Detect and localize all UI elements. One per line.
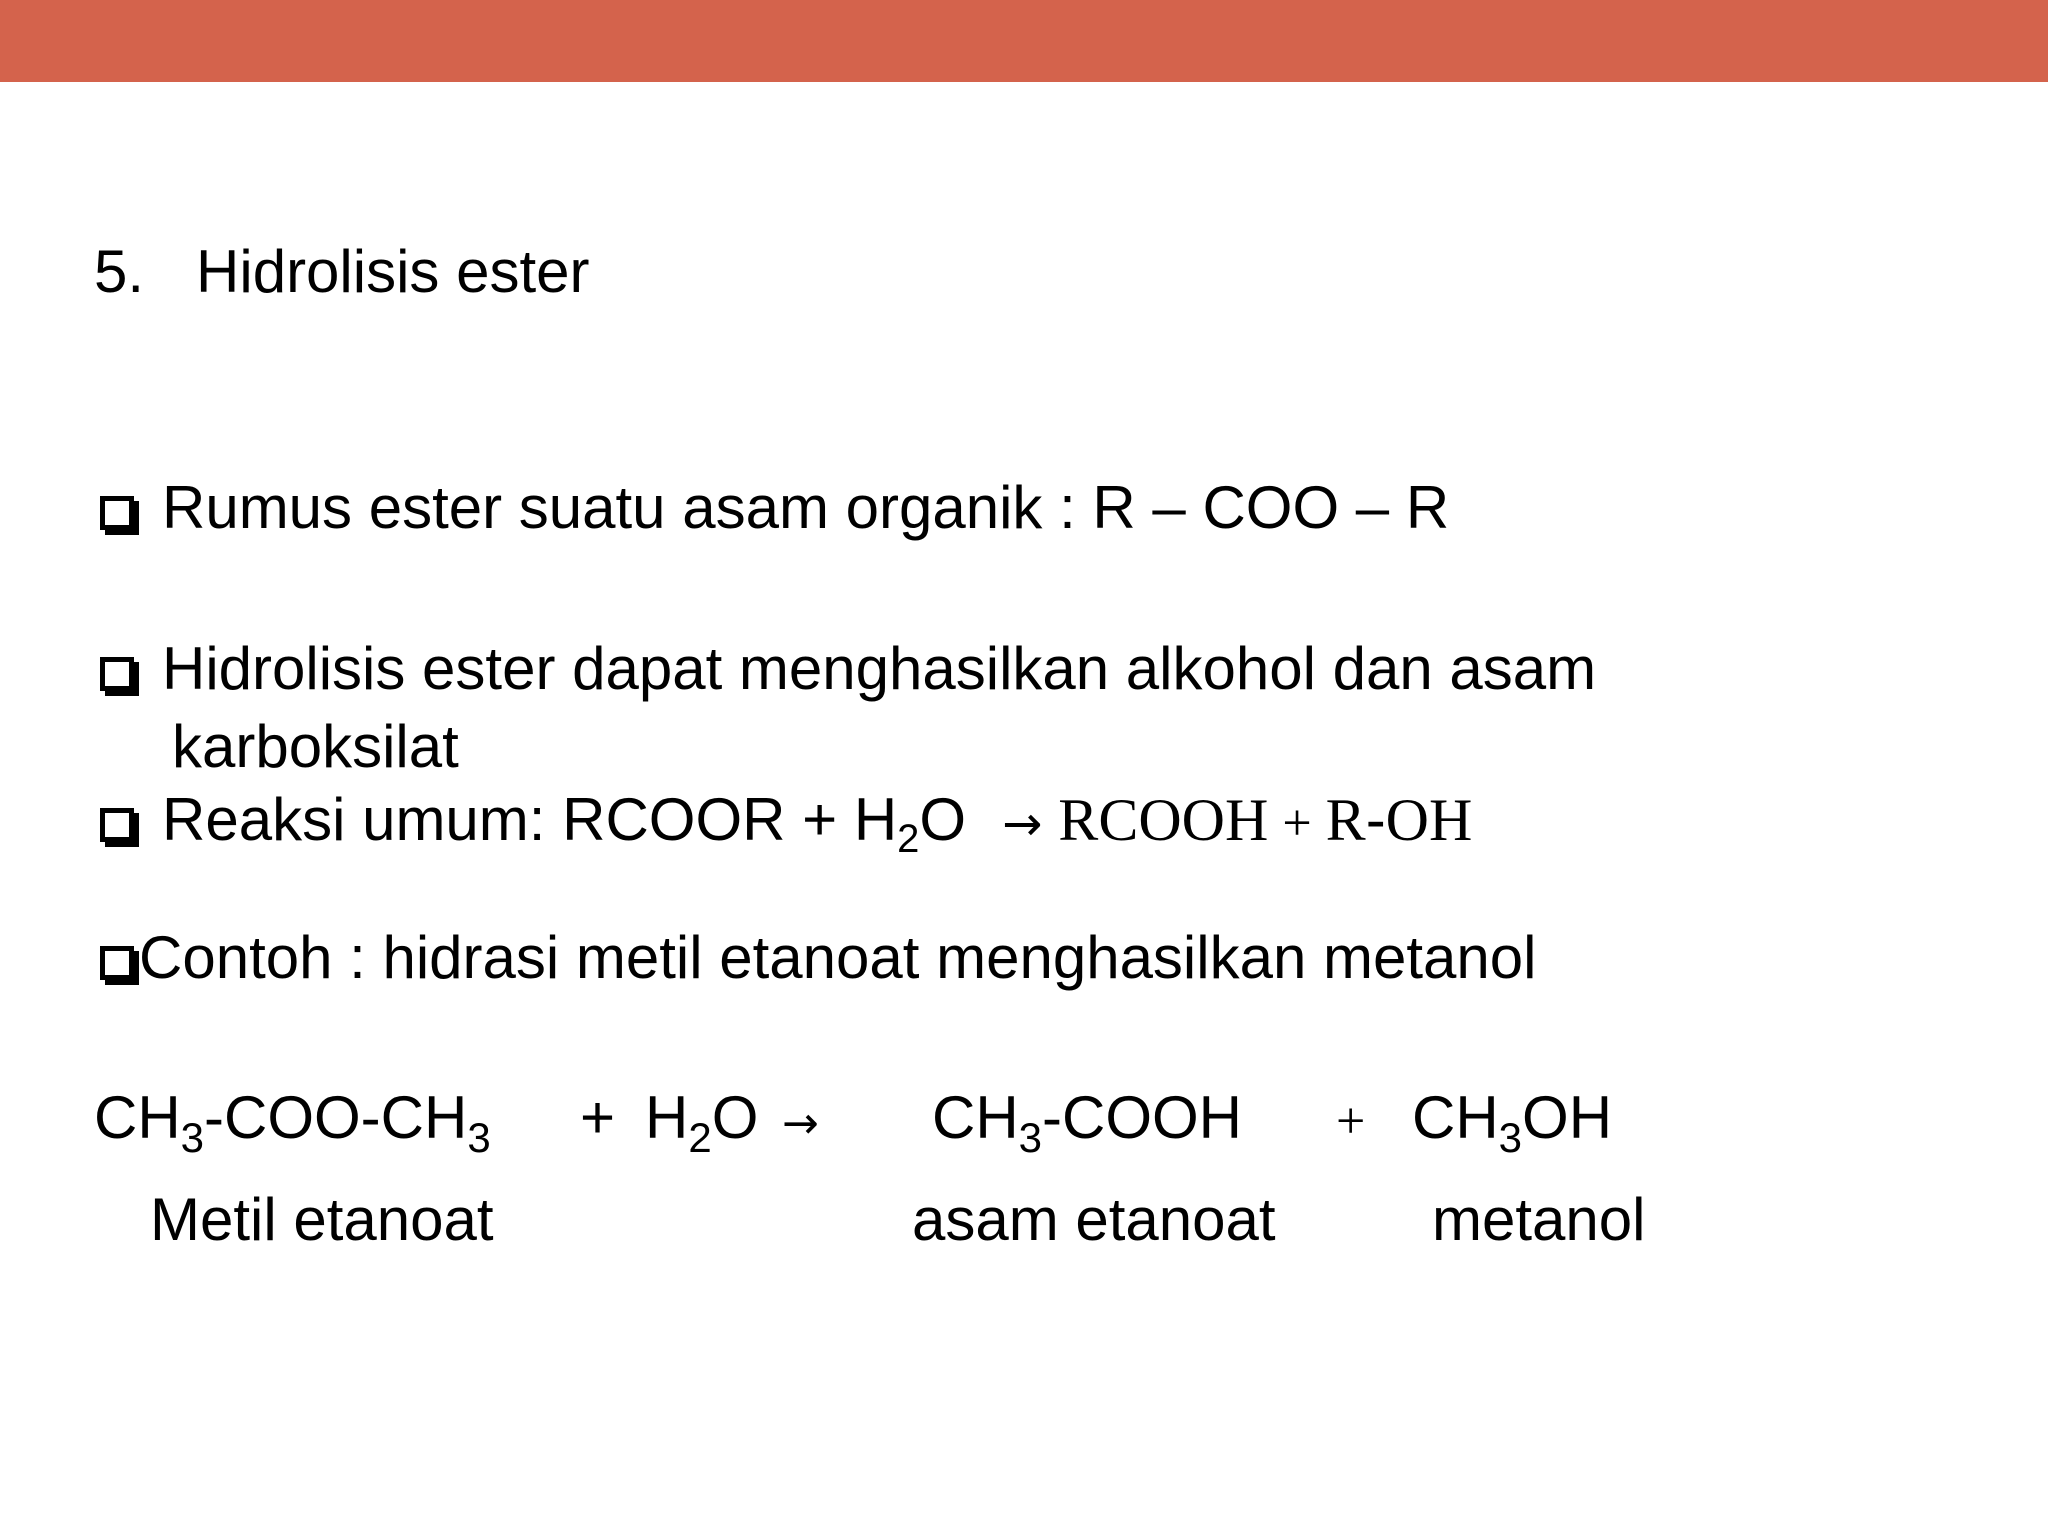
reaksi-after-sub: O [919,786,967,853]
label-alcohol-text: metanol [1432,1186,1646,1253]
water-part-a: H [645,1084,689,1151]
reaction-arrow-icon: → [782,1098,819,1149]
product1-part-b: -COOH [1042,1084,1243,1151]
equation-product2 [1412,1082,1613,1161]
reactant1-part-b: -COO-CH [204,1084,468,1151]
product2-part-a: CH [1412,1084,1499,1151]
bullet-contoh-text: Contoh : hidrasi metil etanoat menghasilkan metanol [139,924,1537,991]
heading-title: Hidrolisis ester [196,238,590,305]
water-subscript: 2 [688,1114,712,1161]
reactant1-part-a: CH [94,1084,181,1151]
heading-number: 5. [94,238,145,305]
label-reactant-text: Metil etanoat [150,1186,494,1253]
label-alcohol [1432,1184,1645,1256]
equation-product1 [932,1082,1243,1161]
bullet-hidrolisis-line1: Hidrolisis ester dapat menghasilkan alkohol dan asam [162,635,1597,702]
product2-part-b: OH [1522,1084,1613,1151]
reaksi-r: R [1325,787,1366,853]
square-bullet-icon [100,946,134,980]
bullet-reaksi [100,784,1472,860]
product2-subscript: 3 [1498,1114,1523,1161]
label-acid [912,1184,1276,1256]
bullet-hidrolisis [100,633,1596,705]
product1-part-a: CH [932,1084,1019,1151]
reaksi-plus: + [1282,795,1312,852]
bullet-hidrolisis-continuation [172,711,459,783]
square-bullet-icon [100,496,134,530]
slide-heading [94,236,589,308]
square-bullet-icon [100,808,134,842]
plus-sign: + [580,1084,616,1151]
reactant1-subscript-1: 3 [180,1114,205,1161]
reaksi-prefix: Reaksi umum: RCOOR + H [162,786,898,853]
reactant1-subscript-2: 3 [467,1114,491,1161]
top-accent-bar [0,0,2048,82]
equation-arrow [782,1082,819,1160]
plus-sign: + [1336,1093,1366,1150]
bullet-contoh [100,922,1536,994]
equation-reactant1 [94,1082,491,1161]
label-reactant [150,1184,494,1256]
reaksi-dash: - [1365,786,1386,853]
reaksi-subscript: 2 [897,817,920,861]
reaksi-oh: OH [1385,787,1473,853]
product1-subscript: 3 [1018,1114,1043,1161]
reaksi-arrow: → [1002,796,1043,852]
equation-plus-1 [580,1082,615,1154]
bullet-rumus-text: Rumus ester suatu asam organik : R – COO – R [162,474,1450,541]
square-bullet-icon [100,657,134,691]
bullet-hidrolisis-line2: karboksilat [172,713,459,780]
reaksi-rcooh: RCOOH [1058,787,1269,853]
bullet-rumus [100,472,1449,544]
water-part-b: O [711,1084,759,1151]
equation-plus-2 [1336,1082,1365,1158]
label-acid-text: asam etanoat [912,1186,1276,1253]
equation-water [645,1082,759,1161]
